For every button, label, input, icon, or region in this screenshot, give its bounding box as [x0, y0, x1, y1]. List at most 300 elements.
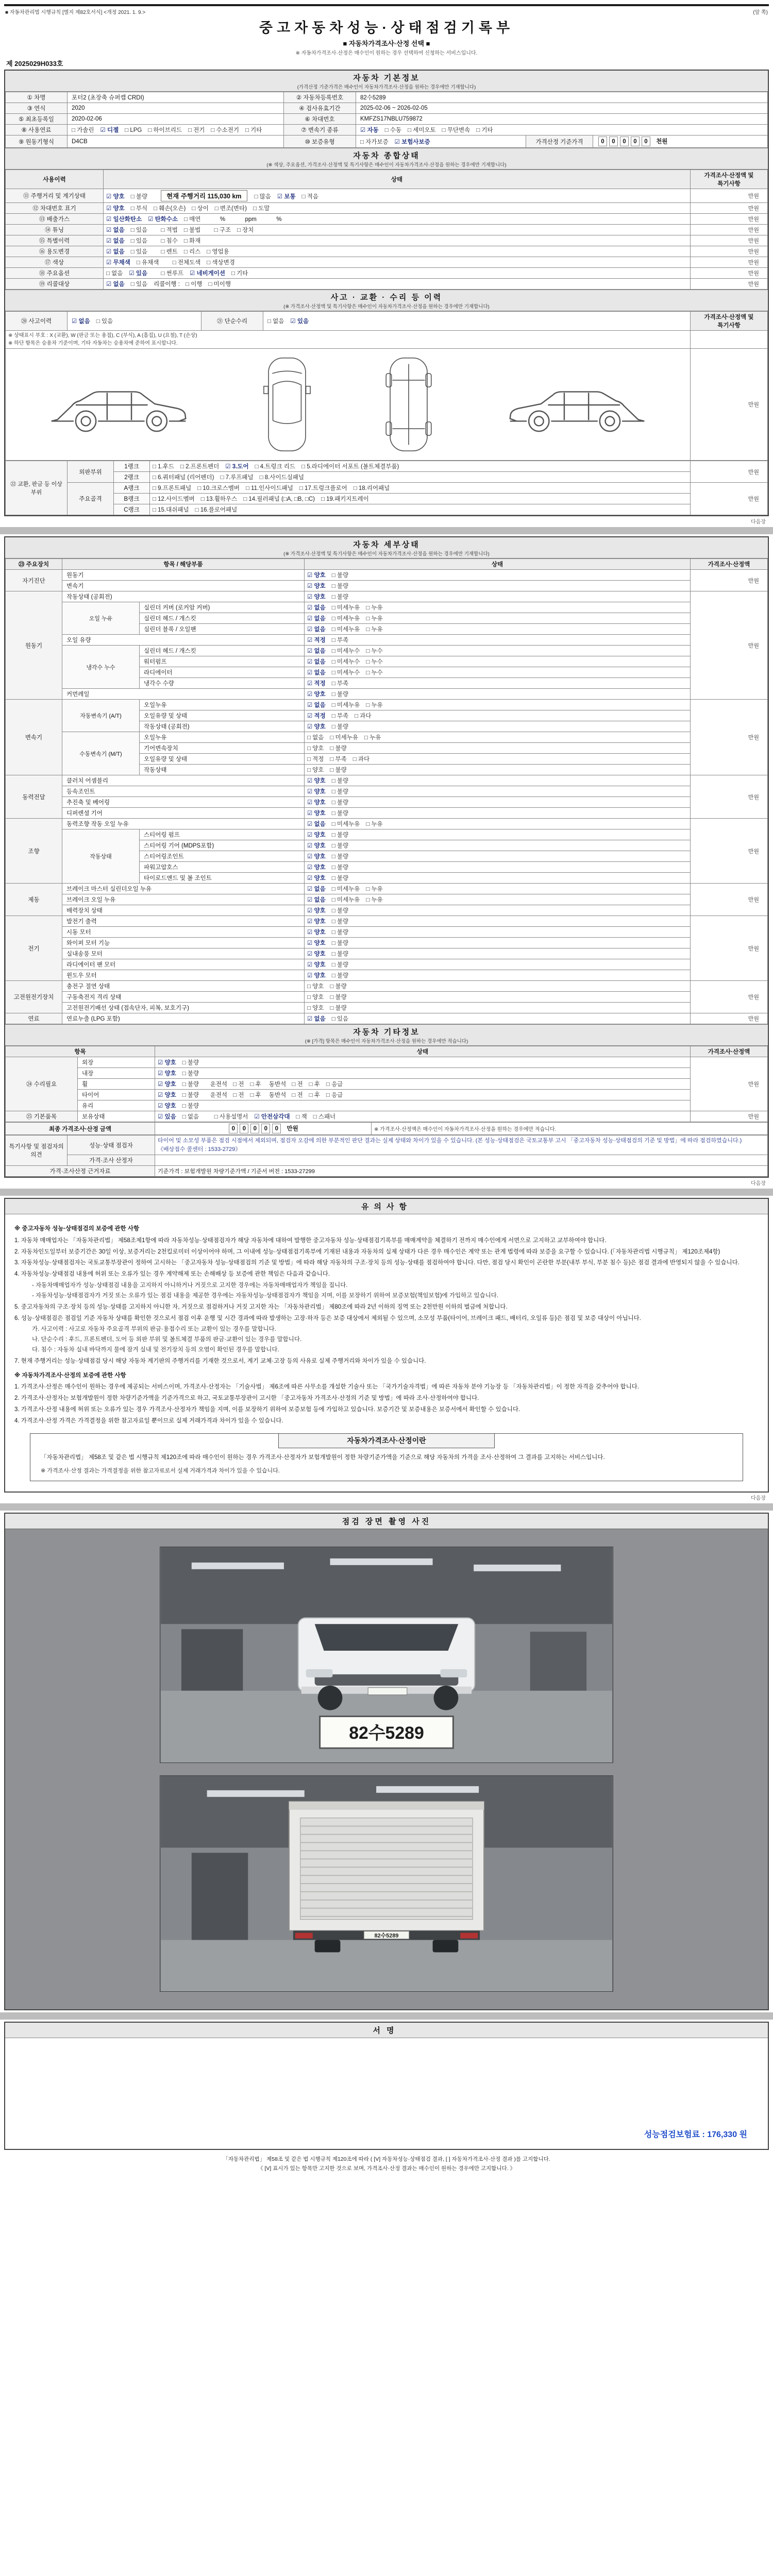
checkbox-부족[interactable]: □ 부족: [331, 637, 349, 643]
checkbox-수소전기[interactable]: □ 수소전기: [211, 127, 239, 133]
checkbox-불량[interactable]: □ 불량: [331, 572, 349, 579]
notice-subheading: ※ 자동차가격조사·산정의 보증에 관한 사항: [14, 1372, 126, 1379]
checkbox-불량[interactable]: □ 불량: [182, 1071, 199, 1077]
state-cell: [104, 279, 691, 290]
checkbox-불량[interactable]: □ 불량: [331, 800, 349, 806]
checkbox-침수[interactable]: □ 침수: [161, 238, 178, 244]
checkbox-후[interactable]: □ 후: [309, 1092, 320, 1098]
checkbox-양호[interactable]: ☑ 양호: [158, 1092, 176, 1098]
page-top-rule: [4, 4, 769, 6]
checkbox-리스[interactable]: □ 리스: [183, 249, 201, 255]
checkbox-양호[interactable]: ☑ 양호: [307, 789, 326, 795]
checkbox-누유[interactable]: □ 누유: [366, 702, 383, 708]
price-cell: 만원: [691, 884, 768, 916]
overall-col-price: 가격조사·산정액 및 특기사항: [691, 170, 768, 189]
state-cell: [305, 591, 691, 602]
checkbox-기타[interactable]: □ 기타: [245, 127, 262, 133]
checkbox-있음[interactable]: □ 있음: [130, 249, 148, 255]
checkbox-과다[interactable]: □ 과다: [355, 713, 372, 719]
detail-table: [5, 558, 768, 1024]
checkbox-있음[interactable]: ☑ 있음: [290, 318, 309, 325]
checkbox-많음[interactable]: □ 많음: [254, 194, 271, 200]
checkbox-불량[interactable]: □ 불량: [331, 789, 349, 795]
checkbox-적법[interactable]: □ 적법: [161, 227, 178, 233]
checkbox-14.필러패널 (□A, □B, □C)[interactable]: □ 14.필러패널 (□A, □B, □C): [243, 496, 315, 502]
checkbox-없음[interactable]: □ 없음: [182, 1114, 199, 1120]
checkbox-불량[interactable]: □ 불량: [331, 854, 349, 860]
checkbox-있음[interactable]: □ 있음: [130, 227, 148, 233]
checkbox-불량[interactable]: □ 불량: [331, 843, 349, 849]
item-label: 외장: [78, 1057, 155, 1068]
checkbox-가솔린[interactable]: □ 가솔린: [72, 127, 94, 133]
detail-row: [6, 1003, 768, 1013]
checkbox-양호[interactable]: ☑ 양호: [307, 724, 326, 730]
checkbox-불량[interactable]: □ 불량: [331, 691, 349, 698]
checkbox-양호[interactable]: ☑ 양호: [307, 572, 326, 579]
checkbox-18.리어패널[interactable]: □ 18.리어패널: [353, 485, 390, 492]
checkbox-불량[interactable]: □ 불량: [331, 724, 349, 730]
state-cell: [305, 721, 691, 732]
price-cell: 만원: [691, 257, 768, 268]
checkbox-양호[interactable]: ☑ 양호: [307, 810, 326, 817]
checkbox-12.사이드멤버[interactable]: □ 12.사이드멤버: [153, 496, 195, 502]
state-cell: [305, 689, 691, 700]
exchange-row: [6, 461, 768, 472]
checkbox-없음[interactable]: ☑ 없음: [307, 659, 326, 665]
checkbox-네비게이션[interactable]: ☑ 네비게이션: [189, 270, 226, 277]
state-cell: [305, 851, 691, 862]
checkbox-미세누유[interactable]: □ 미세누유: [331, 886, 360, 892]
checkbox-렌트[interactable]: □ 렌트: [161, 249, 178, 255]
checkbox-후[interactable]: □ 후: [250, 1092, 261, 1098]
checkbox-불량[interactable]: □ 불량: [331, 832, 349, 838]
row-label: ⑪ 주행거리 및 계기상태: [6, 189, 104, 203]
checkbox-양호[interactable]: ☑ 양호: [307, 929, 326, 936]
item-label: 워터펌프: [140, 656, 305, 667]
checkbox-장치[interactable]: □ 장치: [237, 227, 254, 233]
checkbox-누유[interactable]: □ 누유: [366, 626, 383, 633]
etc-row: [6, 1057, 768, 1068]
checkbox-불량[interactable]: □ 불량: [331, 865, 349, 871]
checkbox-기타[interactable]: □ 기타: [231, 270, 248, 277]
checkbox-양호[interactable]: ☑ 양호: [307, 908, 326, 914]
checkbox-누수[interactable]: □ 누수: [366, 648, 383, 654]
checkbox-불량[interactable]: □ 불량: [330, 767, 347, 773]
checkbox-응급[interactable]: □ 응급: [326, 1081, 343, 1088]
checkbox-양호[interactable]: ☑ 양호: [307, 854, 326, 860]
notice-item: 3. 자동차성능·상태점검자는 국토교통부장관이 정하여 고시하는 「중고자동차 성능·상태점검의 기준 및 방법」에 따라 해당 자동차의 구조·장치 등의 성능·상태를 점검하여야 합니다. 다만, 점검 당시 확인이 곤란한 부분(내부 부식, 부분 침수 등)은 점검 결과에 반영되지 않을 수 있습니다.: [14, 1260, 740, 1266]
checkbox-후[interactable]: □ 후: [250, 1081, 261, 1088]
checkbox-기타[interactable]: □ 기타: [476, 127, 493, 133]
row-label: ⑲ 리콜대상: [6, 279, 104, 290]
checkbox-없음[interactable]: ☑ 없음: [72, 318, 90, 325]
checkbox-양호[interactable]: ☑ 양호: [307, 832, 326, 838]
checkbox-불량[interactable]: □ 불량: [331, 908, 349, 914]
state-cell: [305, 873, 691, 884]
checkbox-적음[interactable]: □ 적음: [301, 194, 318, 200]
checkbox-불량[interactable]: □ 불량: [331, 583, 349, 589]
checkbox-없음[interactable]: □ 없음: [307, 735, 324, 741]
checkbox-미세누수[interactable]: □ 미세누수: [331, 648, 360, 654]
device-group-label: 조향: [6, 819, 62, 884]
state-cell: [305, 905, 691, 916]
row-label: ⑫ 차대번호 표기: [6, 203, 104, 214]
checkbox-있음[interactable]: □ 있음: [130, 238, 148, 244]
checkbox-7.루프패널[interactable]: □ 7.루프패널: [220, 474, 254, 481]
checkbox-없음[interactable]: ☑ 없음: [307, 897, 326, 903]
checkbox-과다[interactable]: □ 과다: [352, 756, 370, 762]
checkbox-양호[interactable]: ☑ 양호: [307, 875, 326, 882]
checkbox-불량[interactable]: □ 불량: [182, 1092, 199, 1098]
checkbox-불량[interactable]: □ 불량: [330, 994, 347, 1001]
checkbox-탄화수소[interactable]: ☑ 탄화수소: [148, 216, 178, 223]
checkbox-적정[interactable]: ☑ 적정: [307, 681, 326, 687]
checkbox-불량[interactable]: □ 불량: [331, 973, 349, 979]
checkbox-1.후드[interactable]: □ 1.후드: [153, 464, 174, 470]
detail-col-state: 상태: [305, 559, 691, 570]
transmission-label: ⑦ 변속기 종류: [284, 125, 356, 135]
amount-digit: 0: [631, 137, 640, 146]
checkbox-전[interactable]: □ 전: [292, 1092, 303, 1098]
checkbox-8.사이드실패널[interactable]: □ 8.사이드실패널: [259, 474, 305, 481]
checkbox-미세누수[interactable]: □ 미세누수: [331, 670, 360, 676]
checkbox-상이[interactable]: □ 상이: [192, 206, 209, 212]
checkbox-유채색[interactable]: □ 유채색: [136, 260, 159, 266]
checkbox-17.트렁크플로어[interactable]: □ 17.트렁크플로어: [299, 485, 347, 492]
checkbox-불법[interactable]: □ 불법: [183, 227, 201, 233]
checkbox-미세누유[interactable]: □ 미세누유: [331, 821, 360, 827]
transmission-options: [356, 125, 768, 135]
checkbox-안전삼각대[interactable]: ☑ 안전삼각대: [254, 1114, 290, 1120]
checkbox-스패너[interactable]: □ 스패너: [313, 1114, 336, 1120]
mark-code-note: ※ 상태표시 부호 : X (교환), W (판금 또는 용접), C (부식), A (흠집), U (요철), T (손상): [8, 333, 197, 338]
checkbox-미이행[interactable]: □ 미이행: [208, 281, 231, 287]
checkbox-잭[interactable]: □ 잭: [296, 1114, 307, 1120]
detail-col-device: ㉓ 주요장치: [6, 559, 62, 570]
exchange-row: [6, 494, 768, 504]
etc-col-item: 항목: [6, 1046, 155, 1057]
checkbox-양호[interactable]: □ 양호: [307, 745, 324, 752]
checkbox-수동[interactable]: □ 수동: [384, 127, 402, 133]
checkbox-무채색[interactable]: ☑ 무채색: [106, 260, 130, 266]
state-cell: [305, 678, 691, 689]
detail-row: [6, 570, 768, 581]
checkbox-15.대쉬패널[interactable]: □ 15.대쉬패널: [153, 507, 189, 513]
checkbox-매연[interactable]: □ 매연: [184, 216, 201, 223]
item-label: 추진축 및 베어링: [62, 797, 305, 808]
checkbox-양호[interactable]: ☑ 양호: [307, 778, 326, 784]
price-cell: 만원: [691, 214, 768, 225]
checkbox-적정[interactable]: ☑ 적정: [307, 713, 326, 719]
checkbox-불량[interactable]: □ 불량: [331, 810, 349, 817]
checkbox-전[interactable]: □ 전: [233, 1092, 244, 1098]
checkbox-불량[interactable]: □ 불량: [330, 984, 347, 990]
checkbox-양호[interactable]: ☑ 양호: [307, 800, 326, 806]
detail-row: [6, 797, 768, 808]
checkbox-누유[interactable]: □ 누유: [366, 821, 383, 827]
overall-col-state: 상태: [104, 170, 691, 189]
checkbox-누유[interactable]: □ 누유: [366, 616, 383, 622]
final-price-unit: 만원: [287, 1126, 298, 1132]
detail-row: [6, 602, 768, 613]
item-label: 브레이크 오일 누유: [62, 894, 305, 905]
signature-title: 서명: [5, 2023, 768, 2038]
state-cell: [104, 268, 691, 279]
checkbox-불량[interactable]: □ 불량: [331, 962, 349, 968]
checkbox-미세누수[interactable]: □ 미세누수: [331, 659, 360, 665]
sedan-basis-note: ※ 하단 항목은 승용차 기준이며, 기타 자동차는 승용차에 준하여 표시합니다.: [8, 341, 178, 346]
checkbox-부식[interactable]: □ 부식: [130, 206, 148, 212]
state-text: 운전석: [205, 1081, 229, 1088]
checkbox-불량[interactable]: □ 불량: [182, 1060, 199, 1066]
checkbox-있음[interactable]: ☑ 있음: [129, 270, 148, 277]
state-cell: [305, 646, 691, 656]
document-header: [0, 8, 773, 68]
checkbox-양호[interactable]: □ 양호: [307, 984, 324, 990]
checkbox-적정[interactable]: □ 적정: [307, 756, 324, 762]
inspection-photo-front: [160, 1547, 613, 1763]
checkbox-불량[interactable]: □ 불량: [330, 1005, 347, 1011]
checkbox-불량[interactable]: □ 불량: [331, 929, 349, 936]
checkbox-없음[interactable]: ☑ 없음: [307, 616, 326, 622]
item-label: 등속조인트: [62, 786, 305, 797]
checkbox-3.도어[interactable]: ☑ 3.도어: [225, 464, 249, 470]
checkbox-19.패키지트레이[interactable]: □ 19.패키지트레이: [321, 496, 369, 502]
checkbox-구조[interactable]: □ 구조: [214, 227, 231, 233]
sub-group-label: 수동변속기 (M/T): [62, 732, 140, 775]
checkbox-하이브리드[interactable]: □ 하이브리드: [148, 127, 182, 133]
checkbox-없음[interactable]: ☑ 없음: [307, 821, 326, 827]
checkbox-없음[interactable]: ☑ 없음: [106, 249, 125, 255]
checkbox-후[interactable]: □ 후: [309, 1081, 320, 1088]
legal-footer: [0, 2155, 773, 2174]
price-cell: 만원: [691, 591, 768, 700]
checkbox-미세누유[interactable]: □ 미세누유: [331, 897, 360, 903]
mileage-highlight: 현재 주행거리 115,030 km: [161, 190, 247, 201]
checkbox-불량[interactable]: □ 불량: [331, 594, 349, 600]
checkbox-양호[interactable]: ☑ 양호: [307, 951, 326, 957]
checkbox-불량[interactable]: □ 불량: [182, 1081, 199, 1088]
checkbox-없음[interactable]: ☑ 없음: [307, 626, 326, 633]
state-cell: [104, 246, 691, 257]
checkbox-부족[interactable]: □ 부족: [330, 756, 347, 762]
checkbox-영업용[interactable]: □ 영업용: [207, 249, 229, 255]
checkbox-자가보증[interactable]: □ 자가보증: [360, 139, 389, 145]
checkbox-누유[interactable]: □ 누유: [366, 605, 383, 611]
price-cell: 만원: [691, 246, 768, 257]
checkbox-양호[interactable]: ☑ 양호: [106, 206, 125, 212]
car-name-value: 포터2 (초장축 슈퍼캡 CRDI): [68, 92, 284, 103]
checkbox-불량[interactable]: □ 불량: [331, 875, 349, 882]
checkbox-미세누유[interactable]: □ 미세누유: [331, 605, 360, 611]
checkbox-있음[interactable]: □ 있음: [130, 281, 148, 287]
checkbox-미세누유[interactable]: □ 미세누유: [331, 626, 360, 633]
row-label: ⑯ 용도변경: [6, 246, 104, 257]
checkbox-이행[interactable]: □ 이행: [186, 281, 203, 287]
final-price-value: [155, 1123, 372, 1135]
section-signature: [4, 2022, 769, 2150]
detail-row: [6, 992, 768, 1003]
checkbox-6.쿼터패널 (리어펜더)[interactable]: □ 6.쿼터패널 (리어펜더): [153, 474, 214, 481]
checkbox-미세누유[interactable]: □ 미세누유: [331, 702, 360, 708]
price-cell: 만원: [691, 235, 768, 246]
checkbox-양호[interactable]: □ 양호: [307, 767, 324, 773]
checkbox-없음[interactable]: ☑ 없음: [307, 886, 326, 892]
checkbox-양호[interactable]: ☑ 양호: [307, 843, 326, 849]
checkbox-양호[interactable]: ☑ 양호: [158, 1081, 176, 1088]
checkbox-도말[interactable]: □ 도말: [253, 206, 270, 212]
item-label: 라디에이터: [140, 667, 305, 678]
checkbox-있음[interactable]: □ 있음: [331, 1016, 349, 1022]
checkbox-불량[interactable]: □ 불량: [331, 919, 349, 925]
detail-row: [6, 591, 768, 602]
checkbox-훼손(오손)[interactable]: □ 훼손(오손): [154, 206, 186, 212]
checkbox-없음[interactable]: ☑ 없음: [307, 670, 326, 676]
checkbox-없음[interactable]: ☑ 없음: [307, 605, 326, 611]
checkbox-무단변속[interactable]: □ 무단변속: [442, 127, 470, 133]
detail-row: [6, 808, 768, 819]
checkbox-불량[interactable]: □ 불량: [130, 194, 148, 200]
overall-title: 자동차 종합상태: [353, 151, 420, 160]
state-text: 리콜이행 :: [154, 281, 182, 287]
notice-subitem: - 자동차매매업자가 성능·상태점검 내용을 고지하지 아니하거나 거짓으로 고지한 경우에는 자동차매매업자가 책임을 집니다.: [32, 1282, 348, 1289]
checkbox-양호[interactable]: ☑ 양호: [307, 962, 326, 968]
checkbox-없음[interactable]: □ 없음: [106, 270, 123, 277]
document-subtitle: ■ 자동차가격조사·산정 선택 ■: [343, 40, 430, 47]
checkbox-양호[interactable]: ☑ 양호: [307, 973, 326, 979]
checkbox-없음[interactable]: □ 없음: [267, 318, 284, 325]
page-gap: [0, 1189, 773, 1196]
notice-item: 2. 자동차인도일부터 보증기간은 30일 이상, 보증거리는 2천킬로미터 이상이어야 하며, 그 이내에 성능·상태점검기록부에 기재된 내용과 자동차의 실제 상태가 다른 경우 매수인은 계약 또는 관계 법령에 따라 보증을 요구할 수 있습니다. (「자동차관리법 시행규칙」 제120조제4항): [14, 1248, 720, 1255]
checkbox-누수[interactable]: □ 누수: [366, 659, 383, 665]
amount-digit: 0: [261, 1124, 270, 1133]
checkbox-보통[interactable]: ☑ 보통: [277, 194, 296, 200]
checkbox-없음[interactable]: ☑ 없음: [106, 281, 125, 287]
checkbox-없음[interactable]: ☑ 없음: [307, 702, 326, 708]
checkbox-양호[interactable]: ☑ 양호: [158, 1103, 176, 1109]
checkbox-누수[interactable]: □ 누수: [366, 670, 383, 676]
checkbox-누유[interactable]: □ 누유: [366, 897, 383, 903]
checkbox-보험사보증[interactable]: ☑ 보험사보증: [394, 139, 430, 145]
checkbox-전체도색[interactable]: □ 전체도색: [172, 260, 201, 266]
checkbox-전기[interactable]: □ 전기: [188, 127, 205, 133]
checkbox-미세누유[interactable]: □ 미세누유: [331, 616, 360, 622]
checkbox-없음[interactable]: ☑ 없음: [106, 238, 125, 244]
inspection-period-value: 2025-02-06 ~ 2026-02-05: [356, 103, 768, 114]
definition-box-title: 자동차가격조사·산정이란: [278, 1433, 495, 1449]
checkbox-불량[interactable]: □ 불량: [330, 745, 347, 752]
section-page2: [4, 536, 769, 1178]
checkbox-자동[interactable]: ☑ 자동: [360, 127, 379, 133]
checkbox-LPG[interactable]: □ LPG: [125, 127, 142, 133]
checkbox-13.휠하우스[interactable]: □ 13.휠하우스: [200, 496, 238, 502]
checkbox-디젤[interactable]: ☑ 디젤: [100, 127, 119, 133]
checkbox-4.트렁크 리드[interactable]: □ 4.트렁크 리드: [255, 464, 296, 470]
checkbox-5.라디에이터 서포트 (볼트체결부품)[interactable]: □ 5.라디에이터 서포트 (볼트체결부품): [301, 464, 399, 470]
summary-row: [6, 203, 768, 214]
checkbox-적정[interactable]: ☑ 적정: [307, 637, 326, 643]
checkbox-부족[interactable]: □ 부족: [331, 713, 349, 719]
checkbox-불량[interactable]: □ 불량: [331, 778, 349, 784]
summary-row: [6, 268, 768, 279]
checkbox-11.인사이드패널[interactable]: □ 11.인사이드패널: [245, 485, 293, 492]
device-group-label: 고전원전기장치: [6, 981, 62, 1013]
checkbox-색상변경[interactable]: □ 색상변경: [207, 260, 235, 266]
checkbox-양호[interactable]: ☑ 양호: [307, 940, 326, 946]
amount-digit: 0: [598, 137, 607, 146]
etc-row: [6, 1090, 768, 1100]
checkbox-변조(변타)[interactable]: □ 변조(변타): [214, 206, 247, 212]
checkbox-2.프론트펜더[interactable]: □ 2.프론트펜더: [180, 464, 220, 470]
checkbox-있음[interactable]: ☑ 있음: [158, 1114, 176, 1120]
page-side-note: (앞 쪽): [753, 10, 768, 15]
checkbox-사용설명서[interactable]: □ 사용설명서: [214, 1114, 248, 1120]
checkbox-미세누유[interactable]: □ 미세누유: [330, 735, 358, 741]
item-label: 연료누출 (LPG 포함): [62, 1013, 305, 1024]
checkbox-있음[interactable]: □ 있음: [96, 318, 113, 325]
base-price-unit: 천원: [656, 139, 668, 145]
rank-label: B랭크: [114, 494, 150, 504]
final-price-label: 최종 가격조사·산정 금액: [6, 1123, 155, 1135]
accident-titlebar: [5, 290, 768, 311]
state-cell: [104, 203, 691, 214]
checkbox-양호[interactable]: ☑ 양호: [307, 919, 326, 925]
checkbox-부족[interactable]: □ 부족: [331, 681, 349, 687]
amount-digit: 0: [240, 1124, 248, 1133]
checkbox-16.플로어패널[interactable]: □ 16.플로어패널: [195, 507, 238, 513]
checkbox-10.크로스멤버[interactable]: □ 10.크로스멤버: [197, 485, 240, 492]
checkbox-불량[interactable]: □ 불량: [331, 940, 349, 946]
item-label: 스티어링 펌프: [140, 829, 305, 840]
state-cell: [305, 1003, 691, 1013]
checkbox-없음[interactable]: ☑ 없음: [307, 648, 326, 654]
warranty-type-options: [356, 135, 526, 148]
signature-area[interactable]: [5, 2038, 768, 2149]
checkbox-없음[interactable]: ☑ 없음: [307, 1016, 326, 1022]
amount-digit: 0: [229, 1124, 238, 1133]
checkbox-양호[interactable]: ☑ 양호: [158, 1060, 176, 1066]
checkbox-양호[interactable]: ☑ 양호: [307, 691, 326, 698]
checkbox-불량[interactable]: □ 불량: [331, 951, 349, 957]
checkbox-없음[interactable]: ☑ 없음: [106, 227, 125, 233]
checkbox-양호[interactable]: □ 양호: [307, 994, 324, 1001]
accident-history-label: ⑳ 사고이력: [6, 312, 68, 331]
checkbox-양호[interactable]: ☑ 양호: [106, 194, 125, 200]
state-cell: [305, 732, 691, 743]
checkbox-9.프론트패널[interactable]: □ 9.프론트패널: [153, 485, 192, 492]
checkbox-일산화탄소[interactable]: ☑ 일산화탄소: [106, 216, 142, 223]
checkbox-누유[interactable]: □ 누유: [366, 886, 383, 892]
item-label: 작동상태: [140, 765, 305, 775]
checkbox-불량[interactable]: □ 불량: [182, 1103, 199, 1109]
checkbox-양호[interactable]: ☑ 양호: [307, 594, 326, 600]
price-cell: [691, 331, 768, 349]
checkbox-양호[interactable]: □ 양호: [307, 1005, 324, 1011]
checkbox-응급[interactable]: □ 응급: [326, 1092, 343, 1098]
checkbox-양호[interactable]: ☑ 양호: [307, 583, 326, 589]
checkbox-전[interactable]: □ 전: [233, 1081, 244, 1088]
checkbox-누유[interactable]: □ 누유: [364, 735, 381, 741]
checkbox-세미오토[interactable]: □ 세미오토: [408, 127, 436, 133]
checkbox-양호[interactable]: ☑ 양호: [158, 1071, 176, 1077]
checkbox-썬루프[interactable]: □ 썬루프: [161, 270, 183, 277]
checkbox-전[interactable]: □ 전: [292, 1081, 303, 1088]
accident-notes: [6, 331, 691, 349]
checkbox-양호[interactable]: ☑ 양호: [307, 865, 326, 871]
checkbox-화재[interactable]: □ 화재: [183, 238, 201, 244]
price-cell: 만원: [691, 189, 768, 203]
state-cell: [305, 829, 691, 840]
